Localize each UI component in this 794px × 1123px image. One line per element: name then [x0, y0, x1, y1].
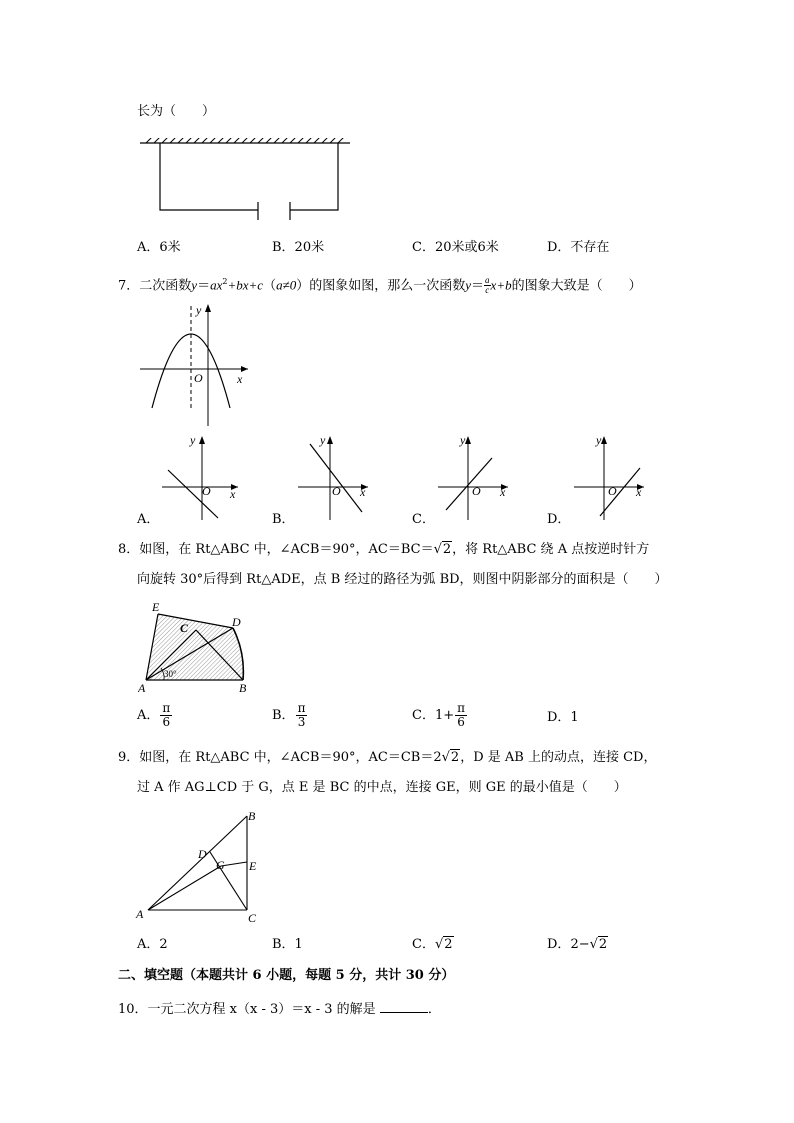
q7-option-c: C．	[412, 512, 435, 527]
q10-question: 10．一元二次方程 x（x - 3）＝x - 3 的解是 ．	[118, 1002, 441, 1017]
q9-question-line1: 9．如图，在 Rt△ABC 中，∠ACB＝90°，AC＝CB＝2√2，D 是 AB 上的动点，连接 CD，	[118, 750, 657, 765]
q7-parabola-graph	[136, 300, 252, 430]
svg-text:A: A	[136, 907, 144, 921]
q7-graph-b	[296, 432, 380, 522]
svg-text:x: x	[500, 485, 506, 499]
svg-text:x: x	[636, 485, 642, 499]
q7-graph-c	[436, 432, 520, 522]
svg-text:O: O	[608, 484, 617, 498]
svg-text:A: A	[138, 681, 146, 695]
q9-option-d: D．2−√2	[547, 937, 608, 952]
svg-text:C: C	[248, 911, 257, 924]
q9-triangle-figure	[134, 806, 264, 924]
svg-text:y: y	[320, 433, 326, 447]
svg-text:y: y	[190, 433, 196, 447]
q6-option-a: A．6米	[137, 240, 181, 255]
q6-option-d: D．不存在	[547, 240, 610, 255]
q7-option-b: B．	[272, 512, 295, 527]
q7-x-label: x	[237, 372, 243, 386]
svg-text:C: C	[180, 621, 189, 635]
q9-option-a: A．2	[137, 937, 168, 952]
svg-text:O: O	[332, 484, 341, 498]
svg-text:G: G	[216, 858, 225, 872]
q6-tail: 长为（ ）	[137, 104, 216, 119]
svg-text:x: x	[230, 487, 236, 501]
svg-text:E: E	[249, 859, 257, 873]
svg-text:x: x	[360, 485, 366, 499]
q7-option-d: D．	[547, 512, 571, 527]
svg-text:y: y	[596, 433, 602, 447]
svg-text:D: D	[232, 615, 241, 629]
q9-option-b: B．1	[272, 937, 303, 952]
q7-question: 7．二次函数$y=ax^2+bx+c(a\ne 0)$的图象如图，那么一次函数y＝ $\frac{a}{c}$ x+b的图象大致是（ ）	[118, 275, 642, 296]
q10-answer-blank[interactable]	[380, 1000, 428, 1013]
q6-option-c: C．20米或6米	[412, 240, 499, 255]
q8-question-line1: 8．如图，在 Rt△ABC 中，∠ACB＝90°，AC＝BC＝√2，将 Rt△ABC 绕 A 点按逆时针方	[118, 542, 650, 557]
q9-question-line2: 过 A 作 AG⊥CD 于 G，点 E 是 BC 的中点，连接 GE，则 GE 的最小值是（ ）	[137, 780, 627, 795]
q8-question-line2: 向旋转 30°后得到 Rt△ADE，点 B 经过的路径为弧 BD，则图中阴影部分的面积是（ ）	[137, 572, 668, 587]
svg-text:E: E	[152, 600, 160, 614]
svg-text:D: D	[198, 847, 207, 861]
q7-option-a: A．	[137, 512, 160, 527]
svg-text:30°: 30°	[164, 669, 177, 679]
q8-option-b: B． $\frac{\pi}{3}$	[272, 701, 306, 729]
svg-text:B: B	[248, 809, 256, 823]
q6-fence-figure	[138, 138, 354, 228]
q8-option-c: C．1+ $\frac{\pi}{6}$	[412, 701, 466, 729]
svg-text:O: O	[202, 484, 211, 498]
q7-origin-label: O	[194, 371, 203, 385]
q8-option-a: A． $\frac{\pi}{6}$	[137, 701, 171, 729]
svg-text:y: y	[460, 433, 466, 447]
svg-text:B: B	[239, 681, 247, 695]
q8-option-d: D．1	[547, 710, 579, 725]
section2-heading: 二、填空题（本题共计 6 小题，每题 5 分，共计 30 分）	[118, 968, 455, 983]
q6-option-b: B．20米	[272, 240, 325, 255]
q7-graph-d	[572, 432, 656, 522]
q7-y-label: y	[196, 303, 202, 317]
q9-option-c: C．√2	[412, 937, 453, 952]
q7-graph-a	[160, 432, 244, 522]
q8-rotation-figure	[138, 598, 258, 698]
svg-text:O: O	[472, 484, 481, 498]
